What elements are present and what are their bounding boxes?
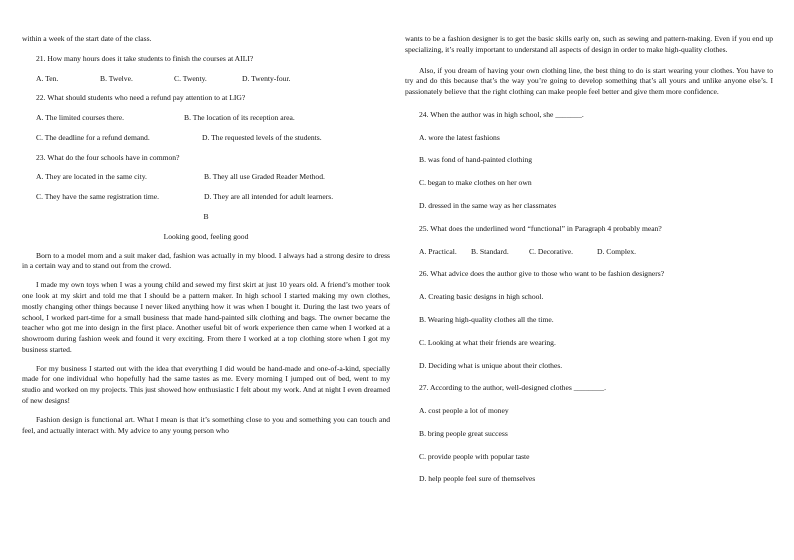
option-22a: A. The limited courses there. [36,113,125,123]
option-24d: D. dressed in the same way as her classmates [419,201,557,211]
paragraph-3: For my business I started out with the idea that everything I did would be hand-made and one-of-a-kind, specially made for one individual who hopefully had the same tastes as me. Every morning I jumped out of bed, went to my studio and worked on my projects. This just showed how enthusiastic I felt about my work. And at night I even dreamed of new designs! [22,363,390,405]
paragraph-5: Also, if you dream of having your own clothing line, the best thing to do is start wearing your clothes. You have to try and do this because that’s the way you’re going to develop something that’s all yours and unlike anyone else’s. I passionately believe that the right clothing can make people feel better and give them more confidence. [405,65,773,97]
option-26c: C. Looking at what their friends are wearing. [419,337,556,347]
option-24a: A. wore the latest fashions [419,132,500,142]
question-21: 21. How many hours does it take students to finish the courses at AILI? [36,53,254,63]
question-22-options-row2 [22,133,390,144]
option-26a: A. Creating basic designs in high school. [419,292,544,302]
option-25d: D. Complex. [597,246,637,256]
option-21b: B. Twelve. [100,73,133,83]
option-25a: A. Practical. [419,246,457,256]
question-23-options-row2 [22,192,390,203]
paragraph-4: Fashion design is functional art. What I mean is that it’s something close to you and something you can touch and feel, and actually interact with. My advice to any young person who [22,414,390,435]
section-label: B [203,212,209,222]
option-23d: D. They are all intended for adult learners. [204,192,334,202]
intro-line: within a week of the start date of the class. [22,34,152,43]
option-21c: C. Twenty. [174,73,207,83]
question-27: 27. According to the author, well-designed clothes ________. [419,383,606,393]
option-27a: A. cost people a lot of money [419,406,509,416]
question-26: 26. What advice does the author give to those who want to be fashion designers? [419,269,665,279]
question-23-options-row1 [22,172,390,183]
paragraph-2: I made my own toys when I was a young child and sewed my first skirt at just 10 years old. A friend’s mother took one look at my skirt and told me that I should be a pattern maker. In high school I started making my own clothes, mostly changing other things because I never liked anything how it was when I bought it. During the last two years of school, I worked part-time for a small business that made hand-painted silk clothing and bags. The owner became the teacher who got me into design in the first place. Another useful bit of work experience then came when I worked at a showroom during fashion week and found it very exciting. From there I worked at a top clothing store when I got my business started. [22,280,390,354]
option-21a: A. Ten. [36,73,59,83]
option-27c: C. provide people with popular taste [419,451,530,461]
option-23b: B. They all use Graded Reader Method. [204,172,325,182]
option-21d: D. Twenty-four. [242,73,291,83]
right-column [405,34,773,485]
option-23a: A. They are located in the same city. [36,172,147,182]
question-23: 23. What do the four schools have in common? [36,152,180,162]
paragraph-1: Born to a model mom and a suit maker dad, fashion was actually in my blood. I always had a strong desire to dress in a certain way and to stand out from the crowd. [22,250,390,271]
question-21-options [22,74,390,85]
option-22c: C. The deadline for a refund demand. [36,132,150,142]
option-25b: B. Standard. [471,246,509,256]
option-23c: C. They have the same registration time. [36,192,160,202]
question-24: 24. When the author was in high school, she _______. [419,109,584,119]
option-26b: B. Wearing high-quality clothes all the time. [419,314,554,324]
option-27b: B. bring people great success [419,428,508,438]
question-22: 22. What should students who need a refund pay attention to at LIG? [36,93,246,103]
passage-title: Looking good, feeling good [163,231,249,241]
paragraph-4-continued: wants to be a fashion designer is to get the basic skills early on, such as sewing and pattern-making. Even if you end up specializing, it’s really important to understand all aspects of design in order to make high-quality clothes. [405,34,773,54]
question-25-options [405,247,773,258]
left-column [22,34,390,436]
option-24b: B. was fond of hand-painted clothing [419,155,533,165]
option-22b: B. The location of its reception area. [184,113,295,123]
option-25c: C. Decorative. [529,246,574,256]
option-22d: D. The requested levels of the students. [202,132,322,142]
option-24c: C. began to make clothes on her own [419,178,532,188]
option-26d: D. Deciding what is unique about their clothes. [419,360,563,370]
option-27d: D. help people feel sure of themselves [419,474,536,484]
question-25: 25. What does the underlined word “functional” in Paragraph 4 probably mean? [419,223,662,233]
question-22-options-row1 [22,113,390,124]
